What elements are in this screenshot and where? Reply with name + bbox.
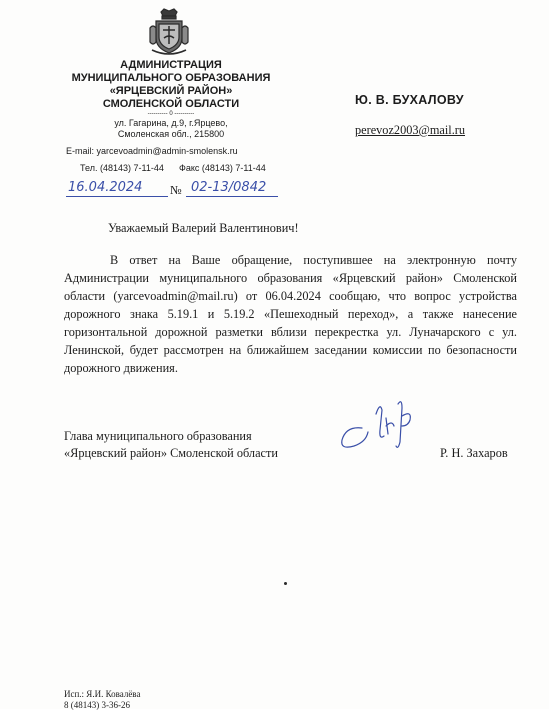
signatory-name: Р. Н. Захаров: [440, 446, 508, 460]
sender-title-line1: АДМИНИСТРАЦИЯ: [120, 59, 222, 71]
registration-number: 02-13/0842: [191, 180, 267, 195]
sender-address-line2: Смоленская обл., 215800: [117, 129, 225, 139]
sender-phone: Тел. (48143) 7-11-44: [80, 163, 164, 173]
executor-name: Исп.: Я.И. Ковалёва: [64, 689, 141, 699]
registration-number-underline: [186, 196, 278, 197]
sender-title-line4: СМОЛЕНСКОЙ ОБЛАСТИ: [102, 98, 240, 110]
sender-fax: Факс (48143) 7-11-44: [179, 163, 266, 173]
signatory-position-line1: Глава муниципального образования: [64, 429, 252, 443]
page-dot: [284, 582, 287, 585]
executor-phone: 8 (48143) 3-36-26: [64, 700, 130, 710]
sender-address-line1: ул. Гагарина, д.9, г.Ярцево,: [114, 118, 228, 128]
letter-body-paragraph: В ответ на Ваше обращение, поступившее на электронную почту Администрации муниципального образования «Ярцевский район» Смоленской области (yarcevoadmin@mail.ru) от 06.04.2024 сообщаю, что вопрос устройства дорожного знака 5.19.1 и 5.19.2 «Пешеходный переход», а также нанесение горизонтальной дорожной разметки вблизи перекрестка ул. Луначарского с ул. Ленинской, будет рассмотрен на ближайшем заседании комиссии по безопасности дорожного движения.: [64, 253, 517, 375]
recipient-email: perevoz2003@mail.ru: [355, 123, 466, 137]
sender-email: E-mail: yarcevoadmin@admin-smolensk.ru: [66, 146, 238, 156]
coat-of-arms-emblem: [148, 8, 190, 56]
sender-title-line2: МУНИЦИПАЛЬНОГО ОБРАЗОВАНИЯ: [71, 72, 271, 84]
sender-separator: ---------- 0 ----------: [147, 111, 195, 117]
signatory-position-line2: «Ярцевский район» Смоленской области: [64, 446, 278, 460]
registration-number-prefix: №: [170, 183, 182, 197]
registration-date: 16.04.2024: [68, 180, 143, 195]
sender-title-line3: «ЯРЦЕВСКИЙ РАЙОН»: [109, 85, 233, 97]
salutation: Уважаемый Валерий Валентинович!: [108, 221, 299, 235]
registration-date-underline: [66, 196, 168, 197]
handwritten-signature: [336, 396, 426, 456]
recipient-name: Ю. В. БУХАЛОВУ: [355, 93, 464, 107]
letter-body: [64, 251, 517, 377]
